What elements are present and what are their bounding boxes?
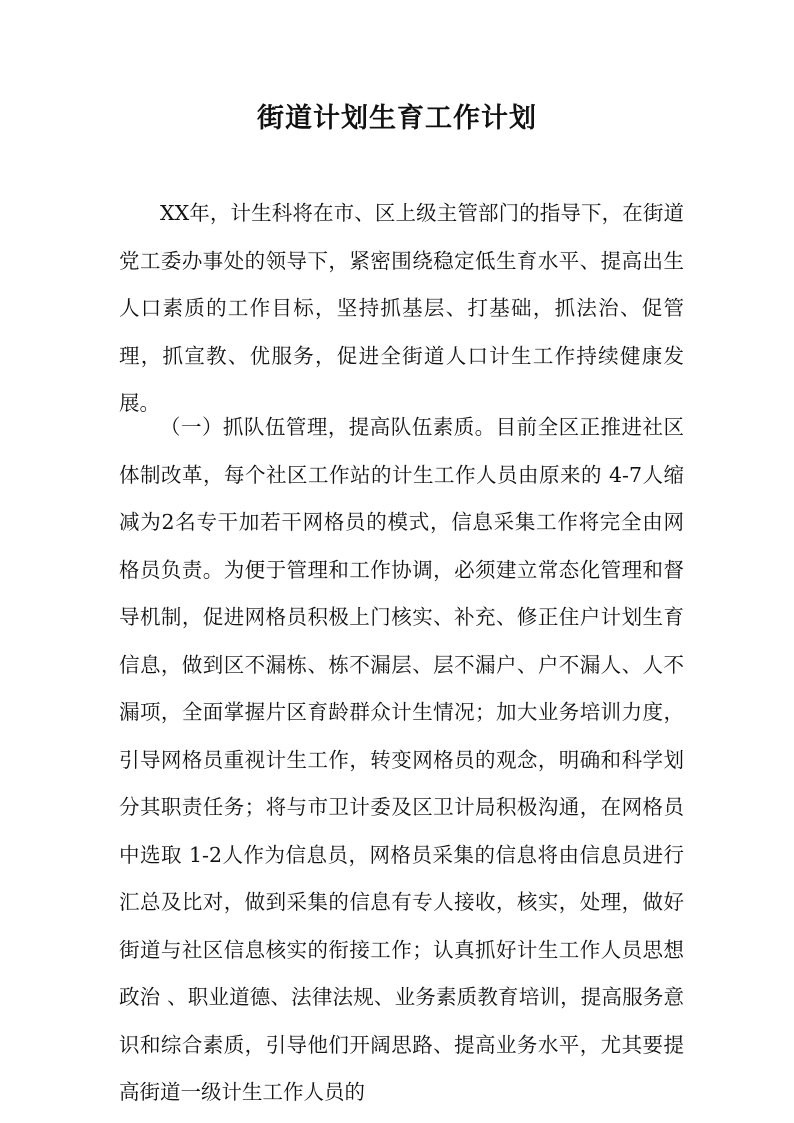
body-paragraph: （一）抓队伍管理，提高队伍素质。目前全区正推进社区体制改革，每个社区工作站的计生工作人员由原来的 4-7人缩减为2名专干加若干网格员的模式，信息采集工作将完全由网格员负责。为便于管理和工作协调，必须建立常态化管理和督导机制，促进网格员积极上门核实、补充、修正住户计划生育信息，做到区不漏栋、栋不漏层、层不漏户、户不漏人、人不漏项，全面掌握片区育龄群众计生情况；加大业务培训力度，引导网格员重视计生工作，转变网格员的观念，明确和科学划分其职责任务；将与市卫计委及区卫计局积极沟通，在网格员中选取 1-2人作为信息员，网格员采集的信息将由信息员进行汇总及比对，做到采集的信息有专人接收，核实，处理，做好街道与社区信息核实的衔接工作；认真抓好计生工作人员思想政治 、职业道德、法律法规、业务素质教育培训，提高服务意识和综合素质，引导他们开阔思路、提高业务水平，尤其要提高街道一级计生工作人员的 (119, 415, 684, 1104)
body-paragraph: XX年，计生科将在市、区上级主管部门的指导下，在街道党工委办事处的领导下，紧密围绕稳定低生育水平、提高出生人口素质的工作目标，坚持抓基层、打基础，抓法治、促管理，抓宣教、优服务，促进全街道人口计生工作持续健康发展。 (119, 201, 684, 415)
document-title: 街道计划生育工作计划 (257, 103, 537, 134)
